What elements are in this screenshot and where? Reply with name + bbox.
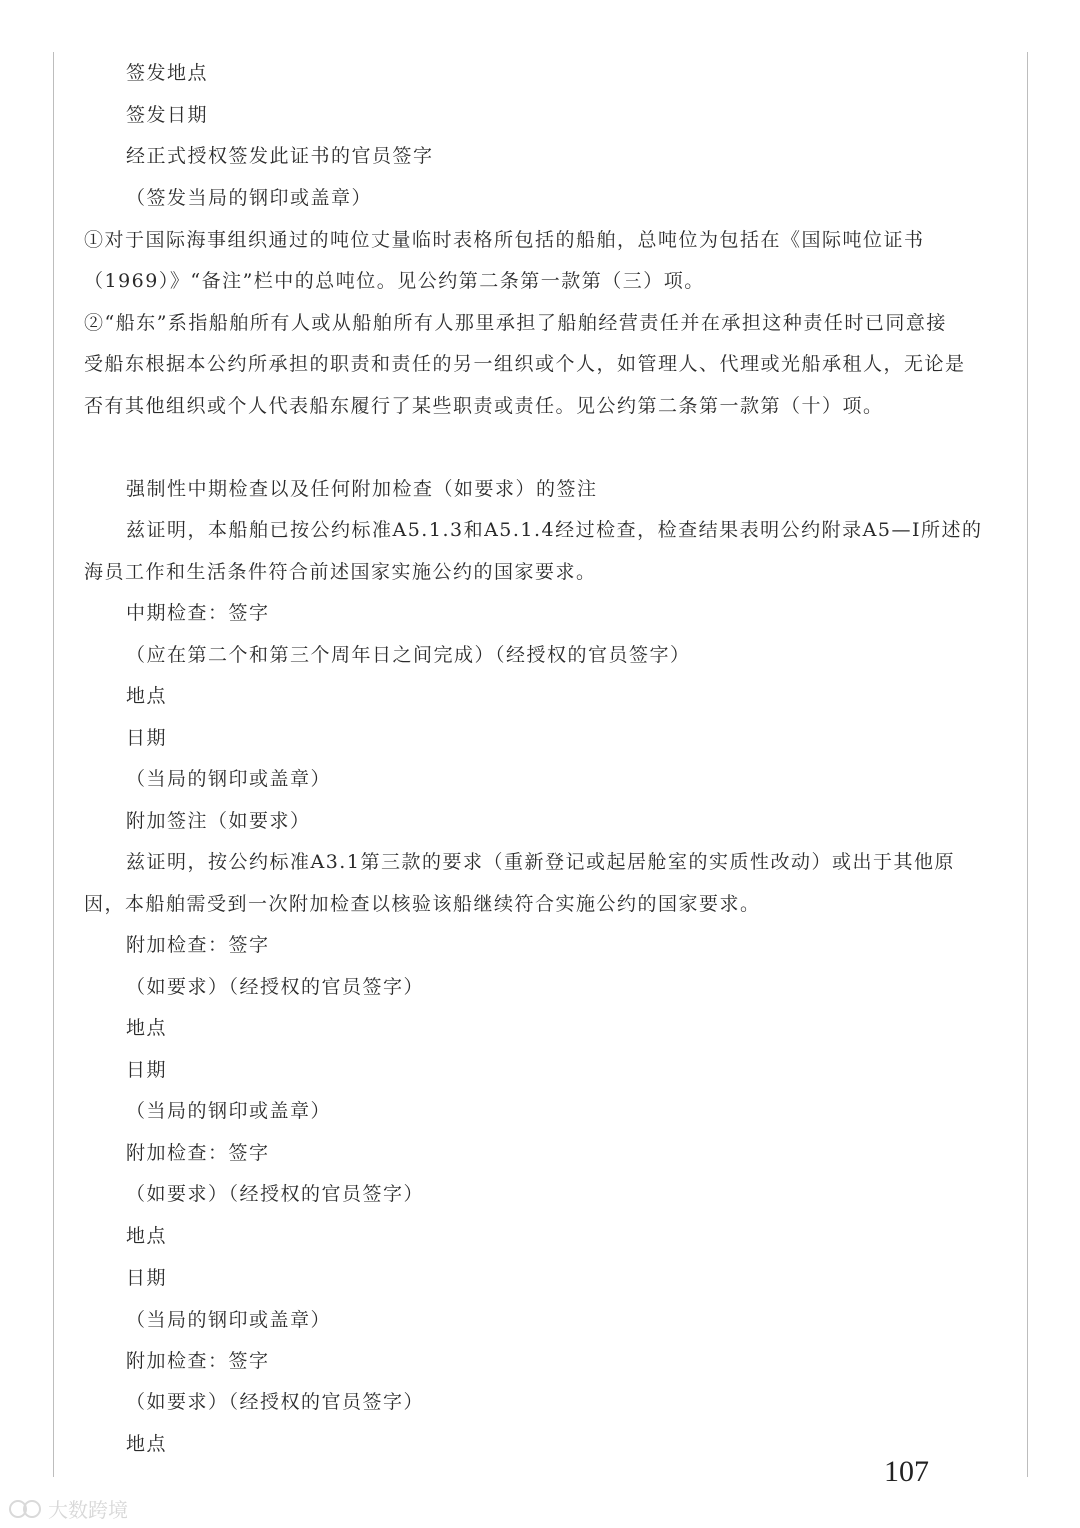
- additional-inspection-note: （如要求）（经授权的官员签字）: [126, 1183, 425, 1205]
- additional-inspection-signature: 附加检查：签字: [126, 934, 270, 956]
- footnote-2-line-3: 否有其他组织或个人代表船东履行了某些职责或责任。见公约第二条第一款第（十）项。: [84, 395, 884, 417]
- watermark: [8, 1494, 128, 1523]
- additional-inspection-note: （如要求）（经授权的官员签字）: [126, 976, 425, 998]
- place-label: 地点: [126, 1225, 168, 1247]
- additional-endorsement-heading: 附加签注（如要求）: [126, 810, 311, 832]
- official-signature-label: 经正式授权签发此证书的官员签字: [126, 145, 434, 167]
- intermediate-inspection-signature: 中期检查：签字: [126, 602, 270, 624]
- page-number: 107: [884, 1455, 929, 1488]
- section-heading: 强制性中期检查以及任何附加检查（如要求）的签注: [126, 478, 598, 500]
- watermark-logo-icon: [8, 1498, 42, 1520]
- seal-label: （当局的钢印或盖章）: [126, 1309, 332, 1331]
- issue-date-label: 签发日期: [126, 104, 209, 126]
- certification-paragraph-2-line-2: 因，本船舶需受到一次附加检查以核验该船继续符合实施公约的国家要求。: [84, 893, 761, 915]
- date-label: 日期: [126, 1267, 168, 1289]
- footnote-2-line-2: 受船东根据本公约所承担的职责和责任的另一组织或个人，如管理人、代理或光船承租人，无论是: [84, 353, 966, 375]
- additional-inspection-signature: 附加检查：签字: [126, 1142, 270, 1164]
- certification-paragraph-2-line-1: 兹证明，按公约标准A3.1第三款的要求（重新登记或起居舱室的实质性改动）或出于其他原: [126, 851, 955, 873]
- intermediate-inspection-note: （应在第二个和第三个周年日之间完成）（经授权的官员签字）: [126, 644, 691, 666]
- right-margin-rule: [1027, 52, 1028, 1477]
- additional-inspection-note: （如要求）（经授权的官员签字）: [126, 1391, 425, 1413]
- certification-paragraph-1-line-1: 兹证明，本船舶已按公约标准A5.1.3和A5.1.4经过检查，检查结果表明公约附录A5—Ⅰ所述的: [126, 519, 983, 541]
- certification-paragraph-1-line-2: 海员工作和生活条件符合前述国家实施公约的国家要求。: [84, 561, 597, 583]
- seal-label: （当局的钢印或盖章）: [126, 768, 332, 790]
- authority-seal-label: （签发当局的钢印或盖章）: [126, 187, 373, 209]
- issue-place-label: 签发地点: [126, 62, 209, 84]
- place-label: 地点: [126, 1017, 168, 1039]
- place-label: 地点: [126, 1433, 168, 1455]
- additional-inspection-signature: 附加检查：签字: [126, 1350, 270, 1372]
- footnote-1-line-2: （1969）》“备注”栏中的总吨位。见公约第二条第一款第（三）项。: [84, 270, 705, 292]
- date-label: 日期: [126, 1059, 168, 1081]
- seal-label: （当局的钢印或盖章）: [126, 1100, 332, 1122]
- place-label: 地点: [126, 685, 168, 707]
- footnote-1-line-1: ①对于国际海事组织通过的吨位丈量临时表格所包括的船舶，总吨位为包括在《国际吨位证书: [84, 229, 925, 251]
- footnote-2-line-1: ②“船东”系指船舶所有人或从船舶所有人那里承担了船舶经营责任并在承担这种责任时已同意接: [84, 312, 947, 334]
- left-margin-rule: [53, 52, 54, 1477]
- watermark-text: 大数跨境: [48, 1498, 128, 1522]
- date-label: 日期: [126, 727, 168, 749]
